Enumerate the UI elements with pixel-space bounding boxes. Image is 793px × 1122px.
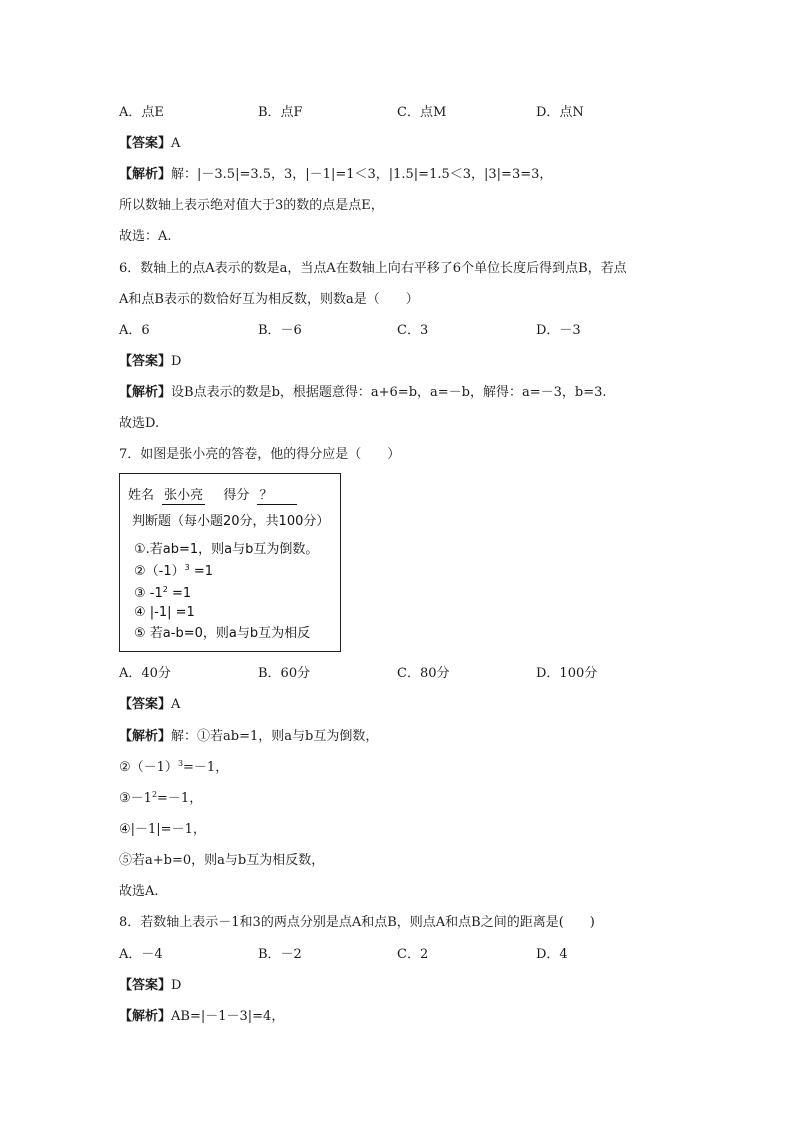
exponent: 2 xyxy=(151,790,158,799)
q7-option-d: D．100分 xyxy=(536,666,598,681)
q5-option-c: C．点M xyxy=(397,105,447,120)
score-value: ？ xyxy=(257,488,297,505)
score-label: 得分 xyxy=(223,488,250,503)
q8-option-c: C．2 xyxy=(397,947,429,962)
answer-tag: 【答案】 xyxy=(119,354,172,369)
q5-conclusion: 故选：A. xyxy=(119,229,172,244)
q6-analysis xyxy=(119,384,607,402)
sheet-item-4: ④ |-1| =1 xyxy=(134,605,195,620)
q8-option-d: D．4 xyxy=(536,947,568,962)
q6-option-b: B．－6 xyxy=(258,323,302,338)
answer-value: D xyxy=(171,978,182,993)
q7-analysis-1 xyxy=(119,728,378,746)
q8-analysis xyxy=(119,1008,284,1026)
answer-tag: 【答案】 xyxy=(119,136,172,151)
q5-option-a: A．点E xyxy=(119,105,164,120)
q7-analysis-3 xyxy=(119,790,202,808)
sheet-item-text: ③ -1 xyxy=(134,586,163,601)
answer-value: A xyxy=(171,136,181,151)
analysis-text: AB=|－1－3|=4， xyxy=(171,1009,285,1024)
analysis-text: ③－1 xyxy=(119,791,152,806)
answer-tag: 【答案】 xyxy=(119,978,172,993)
q8-stem: 8．若数轴上表示－1和3的两点分别是点A和点B，则点A和点B之间的距离是( ) xyxy=(119,915,595,930)
q6-answer xyxy=(119,353,181,371)
q7-option-b: B．60分 xyxy=(258,666,311,681)
name-label: 姓名 xyxy=(128,488,155,503)
q7-analysis-4: ④|－1|=－1， xyxy=(119,822,206,837)
q8-option-a: A．－4 xyxy=(119,947,163,962)
name-value: 张小亮 xyxy=(164,488,204,503)
q7-option-c: C．80分 xyxy=(397,666,450,681)
analysis-tag: 【解析】 xyxy=(119,385,172,400)
q7-analysis-2 xyxy=(119,759,228,777)
q6-option-c: C．3 xyxy=(397,323,429,338)
answer-sheet-header xyxy=(128,488,297,505)
sheet-item-1: ①.若ab=1，则a与b互为倒数。 xyxy=(134,542,319,557)
q7-option-a: A．40分 xyxy=(119,666,171,681)
sheet-item-5: ⑤ 若a-b=0，则a与b互为相反 xyxy=(134,626,311,641)
sheet-item-3 xyxy=(134,586,191,602)
q7-stem: 7．如图是张小亮的答卷，他的得分应是（ ） xyxy=(119,447,401,462)
exponent: 3 xyxy=(177,759,184,768)
q6-stem-1: 6．数轴上的点A表示的数是a，当点A在数轴上向右平移了6个单位长度后得到点B，若点 xyxy=(119,261,627,276)
q5-analysis-1 xyxy=(119,166,552,184)
q5-answer xyxy=(119,135,180,153)
analysis-tag: 【解析】 xyxy=(119,167,172,182)
exponent: 2 xyxy=(162,585,168,594)
q7-analysis-5: ⑤若a+b=0，则a与b互为相反数， xyxy=(119,853,325,868)
answer-tag: 【答案】 xyxy=(119,697,172,712)
analysis-text: =－1， xyxy=(183,760,229,775)
exponent: 3 xyxy=(184,563,190,572)
q7-answer xyxy=(119,696,180,714)
analysis-text: 解：①若ab=1，则a与b互为倒数， xyxy=(171,729,379,744)
analysis-text: ②（－1） xyxy=(119,760,178,775)
q7-conclusion: 故选A. xyxy=(119,884,159,899)
q5-analysis-2: 所以数轴上表示绝对值大于3的数的点是点E， xyxy=(119,198,384,213)
answer-sheet-section: 判断题（每小题20分，共100分） xyxy=(132,514,330,529)
analysis-text: 设B点表示的数是b，根据题意得：a+6=b，a=－b，解得：a=－3，b=3. xyxy=(171,385,607,400)
q5-option-b: B．点F xyxy=(258,105,303,120)
analysis-tag: 【解析】 xyxy=(119,729,172,744)
analysis-text: =－1， xyxy=(157,791,203,806)
answer-sheet-figure xyxy=(119,473,341,652)
q6-option-d: D．－3 xyxy=(536,323,581,338)
sheet-item-2 xyxy=(134,564,213,580)
q8-answer xyxy=(119,977,181,995)
answer-value: D xyxy=(171,354,182,369)
sheet-item-text: ②（-1） xyxy=(134,564,185,579)
q6-stem-2: A和点B表示的数恰好互为相反数，则数a是（ ） xyxy=(119,292,419,307)
answer-value: A xyxy=(171,697,181,712)
sheet-item-tail: =1 xyxy=(167,586,192,601)
q8-option-b: B．－2 xyxy=(258,947,302,962)
sheet-item-tail: =1 xyxy=(189,564,214,579)
analysis-text: 解：|－3.5|=3.5，3，|－1|=1＜3，|1.5|=1.5＜3，|3|=3=3， xyxy=(171,167,553,182)
q6-option-a: A．6 xyxy=(119,323,150,338)
q5-option-d: D．点N xyxy=(536,105,584,120)
analysis-tag: 【解析】 xyxy=(119,1009,172,1024)
q6-conclusion: 故选D. xyxy=(119,416,160,431)
